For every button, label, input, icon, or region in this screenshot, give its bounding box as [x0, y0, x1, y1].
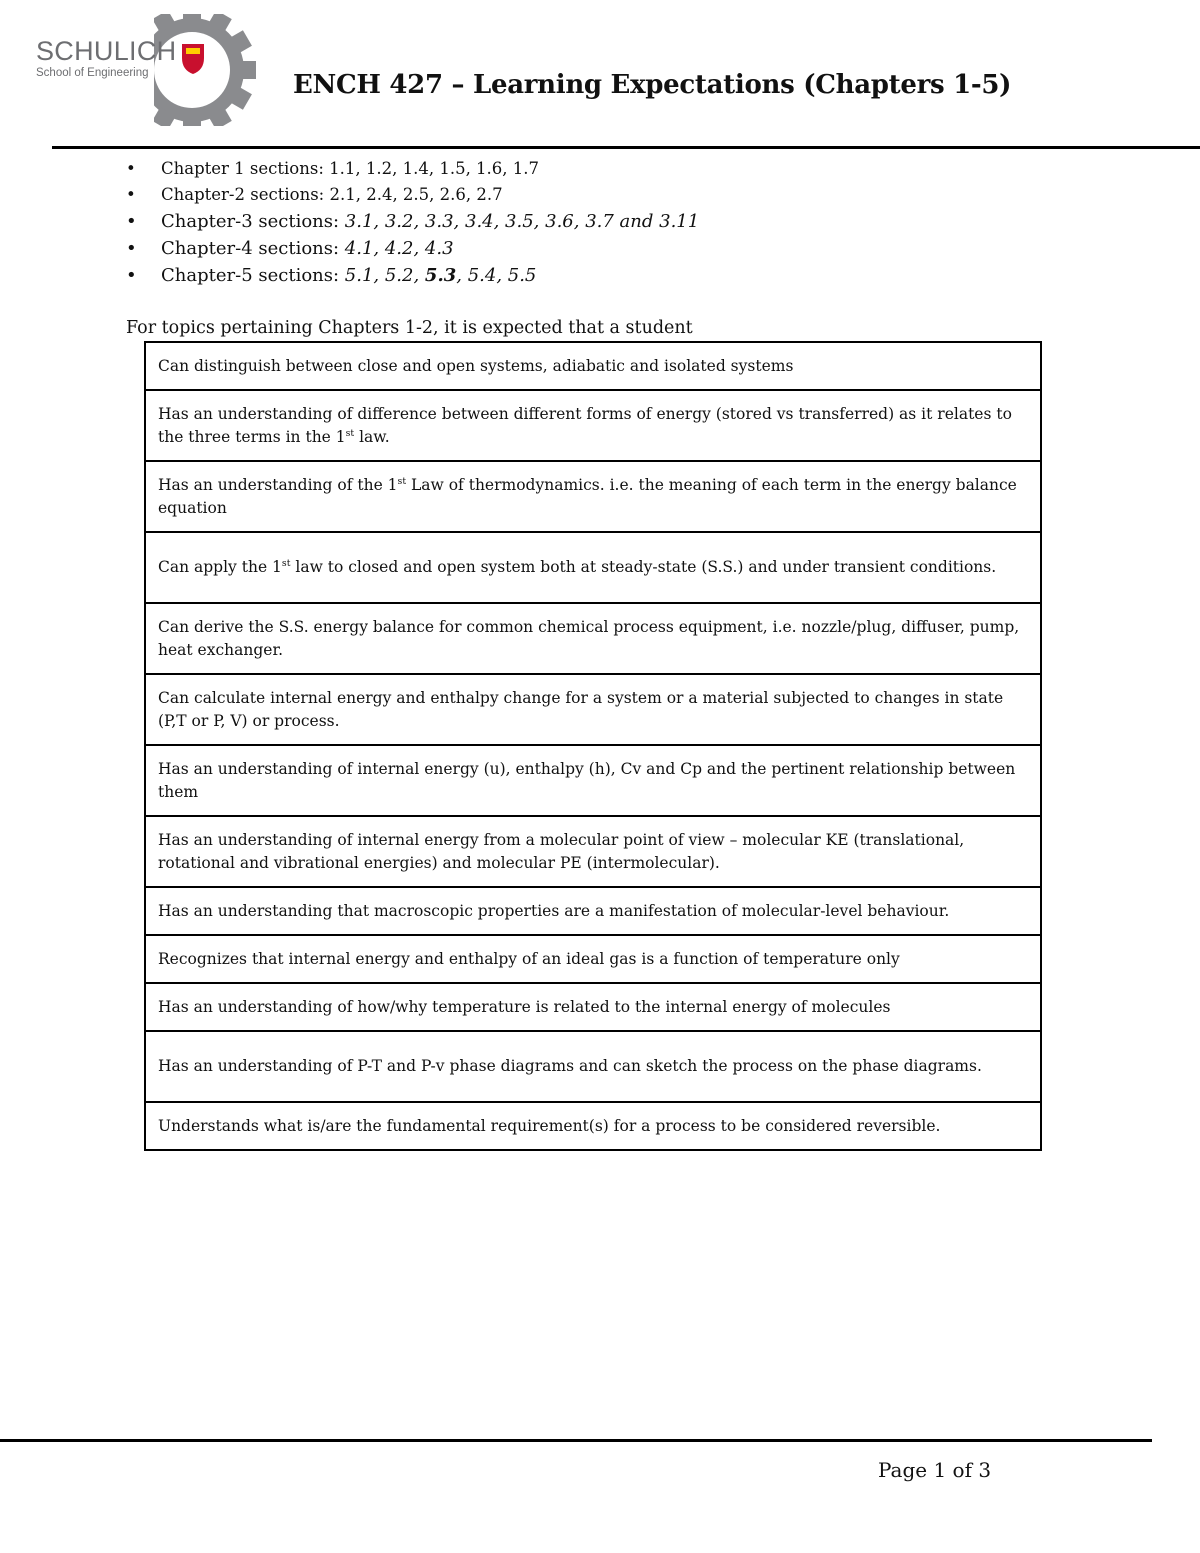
chapter-label: Chapter-3 sections: [161, 211, 345, 232]
list-item [120, 262, 699, 289]
page-title: ENCH 427 – Learning Expectations (Chapters 1-5) [293, 70, 1012, 100]
ordinal-superscript: st [397, 475, 407, 487]
expectation-text: Law of thermodynamics. i.e. the meaning of each term in the energy balance equation [158, 475, 1017, 517]
list-item [120, 156, 699, 182]
table-row [145, 1102, 1041, 1150]
expectation-text: law. [354, 427, 390, 446]
expectation-cell: Understands what is/are the fundamental requirement(s) for a process to be considered reversible. [145, 1102, 1041, 1150]
expectation-cell: Can derive the S.S. energy balance for common chemical process equipment, i.e. nozzle/plug, diffuser, pump, heat exchanger. [145, 603, 1041, 674]
table-row [145, 603, 1041, 674]
chapter-label: Chapter-2 sections: [161, 185, 330, 204]
ordinal-superscript: st [281, 557, 291, 569]
chapter-sections: 4.1, 4.2, 4.3 [344, 238, 454, 259]
expectation-text: law to closed and open system both at steady-state (S.S.) and under transient conditions. [290, 558, 997, 576]
expectation-cell: Has an understanding that macroscopic properties are a manifestation of molecular-level behaviour. [145, 887, 1041, 935]
table-row [145, 342, 1041, 390]
table-row [145, 390, 1041, 461]
expectation-cell: Can calculate internal energy and enthalpy change for a system or a material subjected to changes in state (P,T or P, V) or process. [145, 674, 1041, 745]
logo-school-subtitle: School of Engineering [36, 67, 149, 79]
table-row [145, 935, 1041, 983]
chapter-label: Chapter-4 sections: [161, 238, 345, 259]
page-number: Page 1 of 3 [878, 1458, 992, 1482]
expectation-cell [145, 461, 1041, 532]
header-divider [52, 146, 1200, 149]
chapter-sections-part: , 5.4, 5.5 [456, 265, 537, 286]
table-row [145, 532, 1041, 603]
expectation-cell [145, 390, 1041, 461]
table-row [145, 887, 1041, 935]
chapter-sections [345, 265, 537, 286]
expectations-intro: For topics pertaining Chapters 1-2, it is expected that a student [126, 318, 693, 338]
schulich-logo [30, 14, 260, 126]
expectations-table [144, 341, 1042, 1151]
chapter-sections-bold: 5.3 [424, 265, 457, 286]
ordinal-superscript: st [345, 427, 355, 439]
list-item [120, 182, 699, 208]
table-row [145, 1031, 1041, 1102]
list-item [120, 235, 699, 262]
logo-wordmark [36, 38, 176, 80]
chapter-sections: 1.1, 1.2, 1.4, 1.5, 1.6, 1.7 [329, 159, 540, 178]
logo-school-name: SCHULICH [36, 36, 177, 66]
expectation-cell: Has an understanding of how/why temperature is related to the internal energy of molecules [145, 983, 1041, 1031]
expectation-cell: Recognizes that internal energy and enthalpy of an ideal gas is a function of temperature only [145, 935, 1041, 983]
expectation-text: Has an understanding of the 1 [158, 475, 398, 494]
chapter-sections: 2.1, 2.4, 2.5, 2.6, 2.7 [329, 185, 503, 204]
chapter-label: Chapter 1 sections: [161, 159, 330, 178]
chapter-section-list [120, 156, 699, 289]
table-row [145, 674, 1041, 745]
table-row [145, 745, 1041, 816]
expectation-cell: Has an understanding of internal energy from a molecular point of view – molecular KE (translational, rotational and vibrational energies) and molecular PE (intermolecular). [145, 816, 1041, 887]
chapter-label: Chapter-5 sections: [161, 265, 345, 286]
table-row [145, 461, 1041, 532]
expectation-text: Has an understanding of difference between different forms of energy (stored vs transferred) as it relates to the three terms in the 1 [158, 404, 1012, 446]
footer-divider [0, 1439, 1152, 1442]
table-row [145, 816, 1041, 887]
chapter-sections: 3.1, 3.2, 3.3, 3.4, 3.5, 3.6, 3.7 and 3.11 [344, 211, 700, 232]
list-item [120, 208, 699, 235]
expectation-cell: Can distinguish between close and open systems, adiabatic and isolated systems [145, 342, 1041, 390]
expectation-cell: Has an understanding of internal energy (u), enthalpy (h), Cv and Cp and the pertinent relationship between them [145, 745, 1041, 816]
expectation-cell [145, 532, 1041, 603]
expectation-cell: Has an understanding of P-T and P-v phase diagrams and can sketch the process on the phase diagrams. [145, 1031, 1041, 1102]
expectation-text: Can apply the 1 [158, 558, 282, 576]
chapter-sections-part: 5.1, 5.2, [344, 265, 425, 286]
table-row [145, 983, 1041, 1031]
